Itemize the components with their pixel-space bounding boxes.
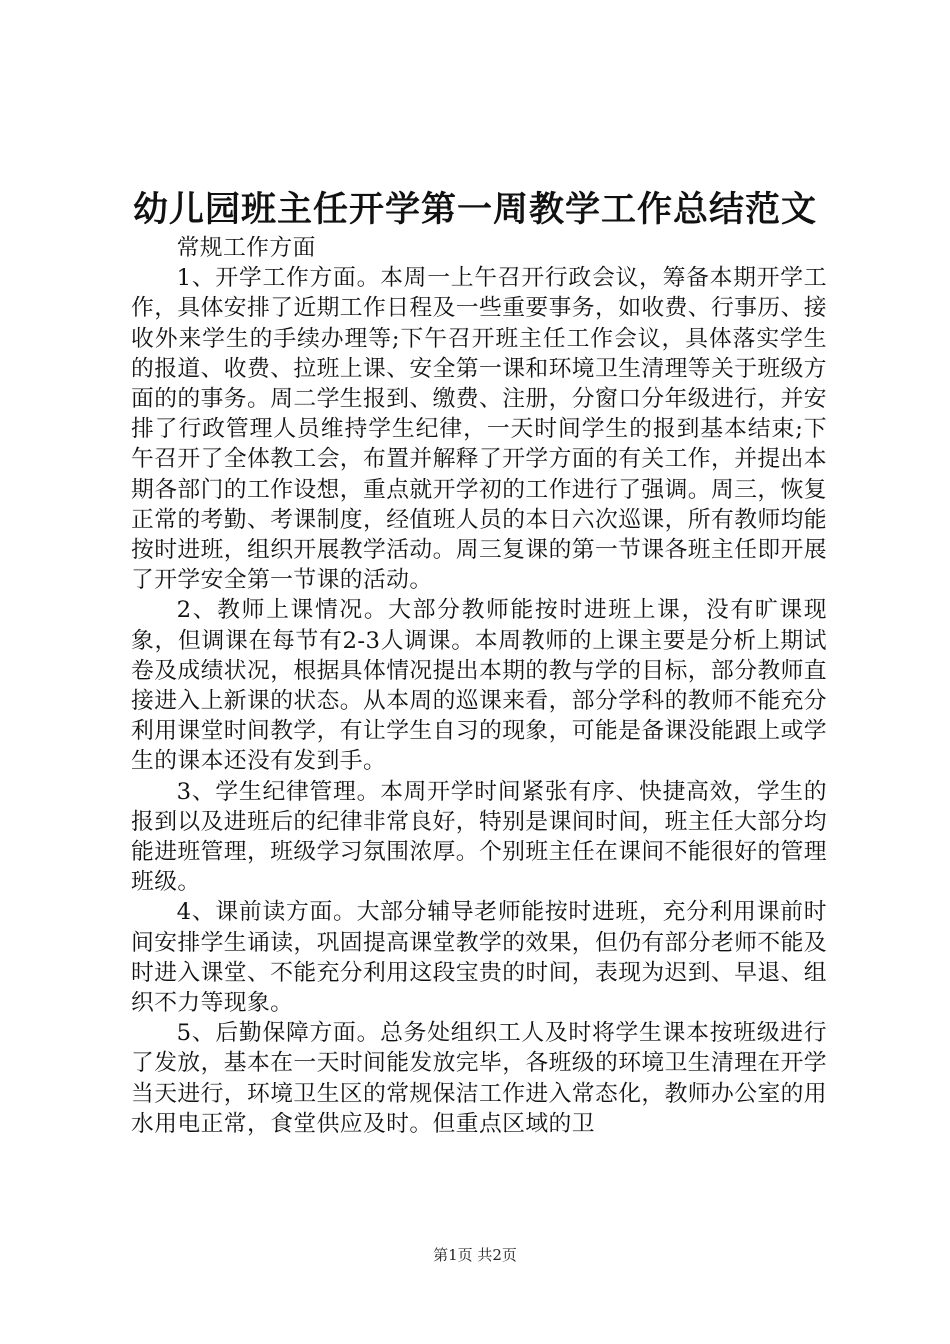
- paragraph-3: 3、学生纪律管理。本周开学时间紧张有序、快捷高效，学生的报到以及进班后的纪律非常良好，特别是课间时间，班主任大部分均能进班管理，班级学习氛围浓厚。个别班主任在课间不能很好的管理班级。: [131, 778, 827, 896]
- paragraph-4: 4、课前读方面。大部分辅导老师能按时进班，充分利用课前时间安排学生诵读，巩固提高课堂教学的效果，但仍有部分老师不能及时进入课堂、不能充分利用这段宝贵的时间，表现为迟到、早退、组织不力等现象。: [131, 899, 827, 1017]
- page-footer: 第1页 共2页: [433, 1246, 517, 1264]
- section-heading: 常规工作方面: [176, 235, 316, 261]
- document-body: [131, 233, 827, 1139]
- paragraph-1: 1、开学工作方面。本周一上午召开行政会议，筹备本期开学工作，具体安排了近期工作日程及一些重要事务，如收费、行事历、接收外来学生的手续办理等;下午召开班主任工作会议，具体落实学生的报道、收费、拉班上课、安全第一课和环境卫生清理等关于班级方面的的事务。周二学生报到、缴费、注册，分窗口分年级进行，并安排了行政管理人员维持学生纪律，一天时间学生的报到基本结束;下午召开了全体教工会，布置并解释了开学方面的有关工作，并提出本期各部门的工作设想，重点就开学初的工作进行了强调。周三，恢复正常的考勤、考课制度，经值班人员的本日六次巡课，所有教师均能按时进班，组织开展教学活动。周三复课的第一节课各班主任即开展了开学安全第一节课的活动。: [131, 265, 827, 594]
- paragraph-2: 2、教师上课情况。大部分教师能按时进班上课，没有旷课现象，但调课在每节有2-3人调课。本周教师的上课主要是分析上期试卷及成绩状况，根据具体情况提出本期的教与学的目标，部分教师直接进入上新课的状态。从本周的巡课来看，部分学科的教师不能充分利用课堂时间教学，有让学生自习的现象，可能是备课没能跟上或学生的课本还没有发到手。: [131, 597, 827, 775]
- document-title: 幼儿园班主任开学第一周教学工作总结范文: [132, 189, 817, 230]
- paragraph-5: 5、后勤保障方面。总务处组织工人及时将学生课本按班级进行了发放，基本在一天时间能发放完毕，各班级的环境卫生清理在开学当天进行，环境卫生区的常规保洁工作进入常态化，教师办公室的用水用电正常，食堂供应及时。但重点区域的卫: [131, 1020, 827, 1137]
